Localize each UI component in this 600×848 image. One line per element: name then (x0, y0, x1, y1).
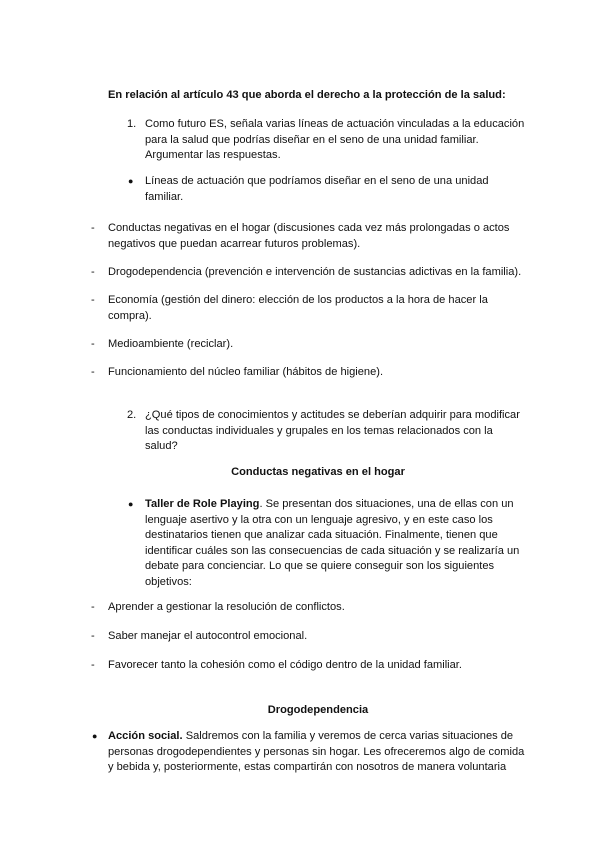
dash-marker: - (91, 294, 95, 306)
list-item: Conductas negativas en el hogar (discusiones cada vez más prolongadas o actos negativos que puedan acarrear futuros problemas). (108, 222, 510, 250)
list-item: Economía (gestión del dinero: elección de los productos a la hora de hacer la compra). (108, 294, 488, 322)
accion-text (108, 729, 526, 776)
list-item: Aprender a gestionar la resolución de conflictos. (108, 601, 345, 613)
document-title: En relación al artículo 43 que aborda el derecho a la protección de la salud: (108, 89, 506, 101)
list-item: Medioambiente (reciclar). (108, 338, 234, 350)
bullet-icon: ● (128, 499, 134, 509)
taller-title: Taller de Role Playing (145, 498, 260, 510)
section-title-drogodependencia: Drogodependencia (267, 704, 369, 716)
accion-body: Saldremos con la familia y veremos de cerca varias situaciones de personas drogodependientes y personas sin hogar. Les ofreceremos algo de comida y bebida y, posteriormente, estas compartirán con nosotros de manera voluntaria (108, 730, 525, 774)
section-title-conductas: Conductas negativas en el hogar (231, 466, 405, 478)
dash-marker: - (91, 366, 95, 378)
list-item: Saber manejar el autocontrol emocional. (108, 630, 308, 642)
dash-marker: - (91, 338, 95, 350)
taller-text (145, 497, 527, 591)
lineas-text: Líneas de actuación que podríamos diseñar en el seno de una unidad familiar. (145, 175, 489, 203)
dash-marker: - (91, 630, 95, 642)
dash-marker: - (91, 601, 95, 613)
list-item: Favorecer tanto la cohesión como el código dentro de la unidad familiar. (108, 659, 462, 671)
dash-marker: - (91, 659, 95, 671)
bullet-icon: ● (128, 176, 134, 186)
dash-marker: - (91, 222, 95, 234)
bullet-icon: ● (92, 731, 98, 741)
question-2-text: ¿Qué tipos de conocimientos y actitudes se deberían adquirir para modificar las conductas individuales y grupales en los temas relacionados con la salud? (145, 409, 520, 453)
question-2-number: 2. (127, 409, 137, 421)
question-1-text: Como futuro ES, señala varias líneas de actuación vinculadas a la educación para la salud que podrías diseñar en el seno de una unidad familiar. Argumentar las respuestas. (145, 118, 525, 162)
question-1-number: 1. (127, 118, 137, 130)
list-item: Drogodependencia (prevención e intervención de sustancias adictivas en la familia). (108, 266, 522, 278)
list-item: Funcionamiento del núcleo familiar (hábitos de higiene). (108, 366, 384, 378)
accion-title: Acción social. (108, 730, 183, 742)
taller-body: . Se presentan dos situaciones, una de ellas con un lenguaje asertivo y la otra con un lenguaje agresivo, y en este caso los destinatarios tienen que analizar cada situación. Finalmente, tienen que identificar cuáles son las consecuencias de cada situación y se realizaría un debate para concienciar. Lo que se quiere conseguir son los siguientes objetivos: (145, 498, 520, 588)
dash-marker: - (91, 266, 95, 278)
